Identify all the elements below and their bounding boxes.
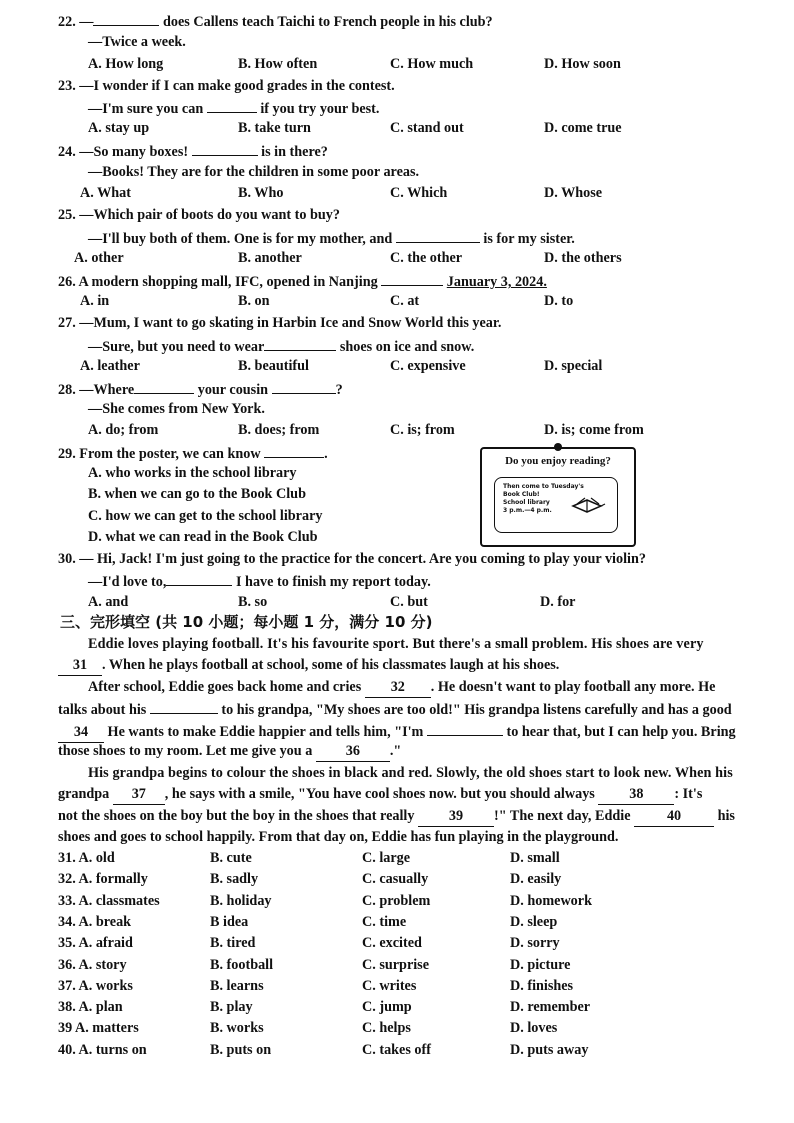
q22-option-d: D. How soon — [544, 56, 621, 72]
q29-option-b: B. when we can go to the Book Club — [88, 486, 306, 502]
q28-option-d: D. is; come from — [544, 422, 644, 438]
section-title: 三、完形填空 (共 10 小题；每小题 1 分，满分 10 分) — [60, 613, 433, 631]
q23-option-c: C. stand out — [390, 120, 464, 136]
q24-stem: 24. —So many boxes! is in there? — [58, 140, 328, 162]
q27-option-c: C. expensive — [390, 358, 466, 374]
q26-option-a: A. in — [80, 293, 110, 309]
cloze-option: B. puts on — [210, 1041, 272, 1058]
q27-blank — [264, 335, 336, 351]
q25-blank — [396, 227, 480, 243]
cloze-option: C. surprise — [362, 956, 429, 973]
q26-option-b: B. on — [238, 293, 270, 309]
q22-option-c: C. How much — [390, 56, 474, 72]
q27-reply: —Sure, but you need to wear shoes on ice and snow. — [88, 335, 474, 357]
passage-line: His grandpa begins to colour the shoes in black and red. Slowly, the old shoes start to look new. When his — [88, 765, 733, 781]
q26-stem: 26. A modern shopping mall, IFC, opened in Nanjing January 3, 2024. — [58, 270, 547, 292]
blank-32: 32 — [365, 677, 431, 698]
q22-stem: 22. — does Callens teach Taichi to French people in his club? — [58, 10, 493, 32]
cloze-option: B. works — [210, 1020, 264, 1037]
q25-option-b: B. another — [238, 250, 302, 266]
cloze-option: D. sorry — [510, 935, 560, 952]
q27-option-a: A. leather — [80, 358, 140, 374]
cloze-option: C. writes — [362, 977, 417, 994]
q30-reply: —I'd love to, I have to finish my report today. — [88, 570, 431, 592]
passage-line: talks about his to his grandpa, "My shoes are too old!" His grandpa listens carefully and has a good — [58, 698, 732, 720]
q30-option-d: D. for — [540, 594, 576, 610]
cloze-option: D. picture — [510, 956, 571, 973]
poster-notice-box — [494, 477, 618, 533]
q29-option-a: A. who works in the school library — [88, 465, 297, 481]
cloze-option: B. sadly — [210, 871, 259, 888]
cloze-option: C. casually — [362, 871, 429, 888]
book-icon — [571, 492, 607, 514]
q28-option-b: B. does; from — [238, 422, 320, 438]
cloze-option: 33. A. classmates — [58, 892, 160, 909]
poster-line: Then come to Tuesday's — [503, 483, 584, 490]
cloze-option: B. learns — [210, 977, 264, 994]
passage-line: not the shoes on the boy but the boy in the shoes that really 39 !" The next day, Eddie 40 his — [58, 806, 735, 827]
blank-33 — [150, 698, 218, 714]
passage-line: 31 . When he plays football at school, some of his classmates laugh at his shoes. — [58, 655, 559, 676]
q25-option-a: A. other — [74, 250, 124, 266]
poster-title: Do you enjoy reading? — [505, 455, 611, 467]
q29-blank — [264, 442, 324, 458]
cloze-option: 32. A. formally — [58, 871, 148, 888]
q25-stem: 25. —Which pair of boots do you want to buy? — [58, 207, 340, 223]
q24-reply: —Books! They are for the children in some poor areas. — [88, 164, 420, 180]
cloze-option: D. homework — [510, 892, 592, 909]
q23-stem: 23. —I wonder if I can make good grades in the contest. — [58, 78, 395, 94]
q28-stem: 28. —Where your cousin ? — [58, 378, 343, 400]
q26-blank — [381, 270, 443, 286]
cloze-option: B. cute — [210, 850, 252, 866]
cloze-option: 36. A. story — [58, 956, 127, 973]
q28-option-c: C. is; from — [390, 422, 455, 438]
cloze-option: D. loves — [510, 1020, 558, 1037]
cloze-option: D. finishes — [510, 977, 574, 994]
q25-option-d: D. the others — [544, 250, 622, 266]
blank-40: 40 — [634, 806, 714, 827]
q28-reply: —She comes from New York. — [88, 401, 265, 417]
q26-option-c: C. at — [390, 293, 420, 309]
q25-reply: —I'll buy both of them. One is for my mother, and is for my sister. — [88, 227, 575, 249]
passage-line: those shoes to my room. Let me give you a 36 ." — [58, 741, 401, 762]
blank-36: 36 — [316, 741, 390, 762]
q30-option-b: B. so — [238, 594, 268, 610]
q24-blank — [192, 140, 258, 156]
blank-34: 34 — [58, 722, 104, 743]
cloze-option: B. holiday — [210, 892, 272, 909]
q24-option-b: B. Who — [238, 185, 284, 201]
q24-option-a: A. What — [80, 185, 131, 201]
cloze-option: C. takes off — [362, 1041, 431, 1058]
q23-blank — [207, 97, 257, 113]
q23-reply: —I'm sure you can if you try your best. — [88, 97, 379, 119]
cloze-option: B idea — [210, 913, 249, 930]
passage-line: Eddie loves playing football. It's his favourite sport. But there's a small problem. His shoes are very — [88, 636, 704, 652]
blank-39: 39 — [418, 806, 494, 827]
cloze-option: C. large — [362, 850, 411, 866]
cloze-option: 38. A. plan — [58, 999, 123, 1016]
cloze-option: C. helps — [362, 1020, 411, 1037]
passage-line: grandpa 37 , he says with a smile, "You have cool shoes now. but you should always 38 : It's — [58, 784, 702, 805]
q27-stem: 27. —Mum, I want to go skating in Harbin Ice and Snow World this year. — [58, 315, 502, 331]
q30-blank — [166, 570, 232, 586]
book-club-poster — [480, 447, 636, 547]
cloze-option: 37. A. works — [58, 977, 133, 994]
q28-option-a: A. do; from — [88, 422, 159, 438]
q30-option-a: A. and — [88, 594, 129, 610]
blank-31: 31 — [58, 655, 102, 676]
cloze-option: 34. A. break — [58, 913, 132, 930]
q24-option-d: D. Whose — [544, 185, 603, 201]
passage-line: 34 He wants to make Eddie happier and tells him, "I'm to hear that, but I can help you. Bring — [58, 720, 736, 743]
poster-line: 3 p.m.—4 p.m. — [503, 507, 552, 514]
q22-option-b: B. How often — [238, 56, 318, 72]
blank-38: 38 — [598, 784, 674, 805]
q27-option-b: B. beautiful — [238, 358, 309, 374]
cloze-option: 31. A. old — [58, 850, 115, 866]
cloze-option: D. sleep — [510, 913, 558, 930]
poster-line: School library — [503, 499, 550, 506]
cloze-option: 39 A. matters — [58, 1020, 139, 1037]
cloze-option: D. remember — [510, 999, 591, 1016]
q22-option-a: A. How long — [88, 56, 164, 72]
poster-pin — [554, 443, 562, 451]
q24-option-c: C. Which — [390, 185, 448, 201]
cloze-option: B. play — [210, 999, 253, 1016]
cloze-option: C. excited — [362, 935, 422, 952]
passage-line: shoes and goes to school happily. From that day on, Eddie has fun playing in the playground. — [58, 829, 619, 845]
q22-reply: —Twice a week. — [88, 34, 186, 50]
q30-option-c: C. but — [390, 594, 428, 610]
q29-option-c: C. how we can get to the school library — [88, 508, 323, 524]
cloze-option: C. problem — [362, 892, 431, 909]
poster-line: Book Club! — [503, 491, 540, 498]
cloze-option: C. jump — [362, 999, 412, 1016]
cloze-option: D. easily — [510, 871, 562, 888]
blank-37: 37 — [113, 784, 165, 805]
passage-line: After school, Eddie goes back home and cries 32 . He doesn't want to play football any more. He — [88, 677, 715, 698]
q22-blank — [93, 10, 159, 26]
cloze-option: B. football — [210, 956, 274, 973]
blank-35 — [427, 720, 503, 736]
q26-option-d: D. to — [544, 293, 574, 309]
q23-option-d: D. come true — [544, 120, 622, 136]
q27-option-d: D. special — [544, 358, 603, 374]
q29-option-d: D. what we can read in the Book Club — [88, 529, 318, 545]
q30-stem: 30. — Hi, Jack! I'm just going to the practice for the concert. Are you coming to play your violin? — [58, 551, 646, 567]
cloze-option: B. tired — [210, 935, 256, 952]
q23-option-a: A. stay up — [88, 120, 150, 136]
q23-option-b: B. take turn — [238, 120, 311, 136]
cloze-option: 40. A. turns on — [58, 1041, 147, 1058]
cloze-option: D. puts away — [510, 1041, 589, 1058]
cloze-option: D. small — [510, 850, 560, 866]
q25-option-c: C. the other — [390, 250, 463, 266]
cloze-option: C. time — [362, 913, 407, 930]
q28-blank-1 — [134, 378, 194, 394]
cloze-option: 35. A. afraid — [58, 935, 133, 952]
q29-stem: 29. From the poster, we can know . — [58, 442, 328, 464]
q28-blank-2 — [272, 378, 336, 394]
